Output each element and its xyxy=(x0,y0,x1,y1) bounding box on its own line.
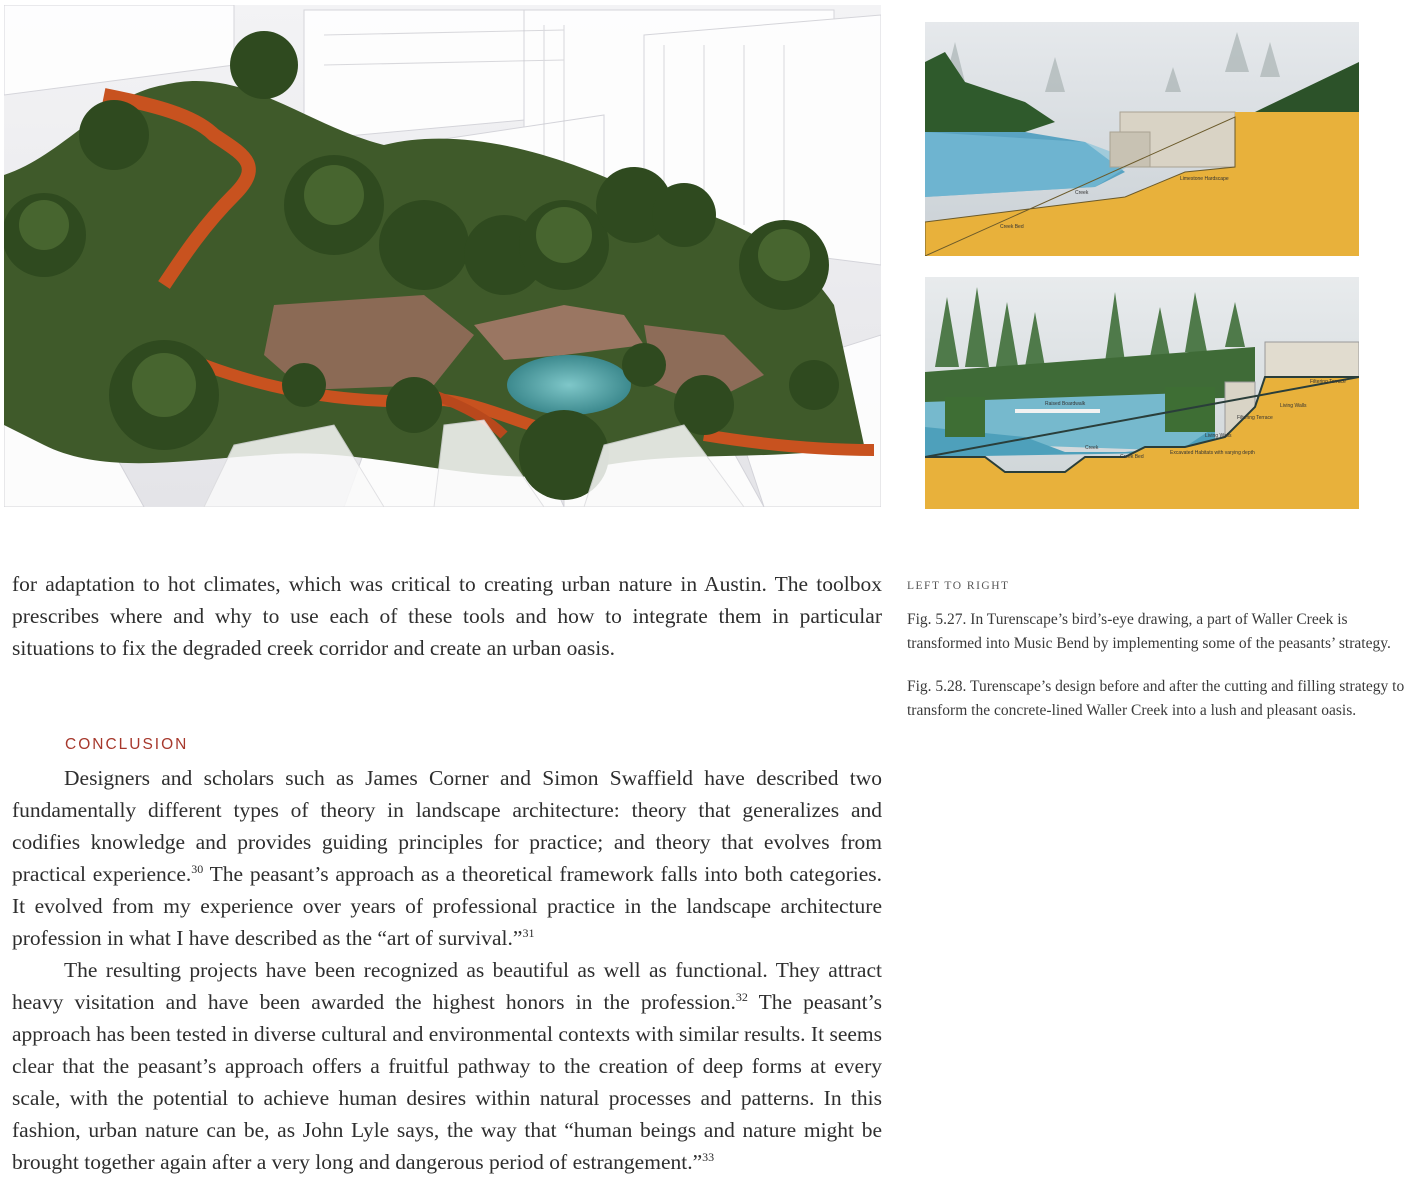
label-living-walls-low: Living Walls xyxy=(1205,433,1232,439)
intro-paragraph: for adaptation to hot climates, which was critical to creating urban nature in Austin. The toolbox prescribes where and why to use each of these tools and how to integrate them in particular situations to fix the degraded creek corridor and create an urban oasis. xyxy=(12,572,882,660)
section-before-figure xyxy=(925,22,1359,256)
figure-captions xyxy=(907,574,1414,742)
caption-label: LEFT TO RIGHT xyxy=(907,580,1010,592)
label-creek-bed: Creek Bed xyxy=(1120,454,1144,460)
conclusion-section xyxy=(12,733,882,1178)
label-filtering-terrace-high: Filtering Terrace xyxy=(1310,379,1346,385)
label-filtering-terrace-low: Filtering Terrace xyxy=(1237,415,1273,421)
aerial-rendering-image xyxy=(4,5,881,507)
section-after-image xyxy=(925,277,1359,509)
conclusion-paragraph-1 xyxy=(12,762,882,954)
para1-text-cont: The peasant’s approach as a theoretical framework falls into both categories. It evolved from my experience over years of professional practice in the landscape architecture profession in what I have described as the “art of survival.” xyxy=(12,862,882,950)
footnote-ref: 33 xyxy=(702,1150,715,1164)
label-limestone: Limestone Hardscape xyxy=(1180,176,1229,182)
intro-text xyxy=(12,568,882,664)
footnote-ref: 30 xyxy=(191,862,204,876)
label-raised-boardwalk: Raised Boardwalk xyxy=(1045,401,1086,407)
section-before-image xyxy=(925,22,1359,256)
conclusion-paragraph-2 xyxy=(12,954,882,1178)
para2-text-cont: The peasant’s approach has been tested in diverse cultural and environmental contexts with similar results. It seems clear that the peasant’s approach offers a fruitful pathway to the creation of deep forms at every scale, with the potential to achieve human desires within natural processes and patterns. In this fashion, urban nature can be, as John Lyle says, the way that “human beings and nature might be brought together again after a very long and dangerous period of estrangement.” xyxy=(12,990,882,1174)
para1-text: Designers and scholars such as James Corner and Simon Swaffield have described two fundamentally different types of theory in landscape architecture: theory that generalizes and codifies knowledge and provides guiding principles for practice; and theory that evolves from practical experience. xyxy=(12,766,882,886)
label-creek: Creek xyxy=(1075,190,1089,196)
footnote-ref: 32 xyxy=(735,990,748,1004)
aerial-rendering-figure xyxy=(4,5,881,507)
caption-fig-5-27: Fig. 5.27. In Turenscape’s bird’s-eye drawing, a part of Waller Creek is transformed into Music Bend by implementing some of the peasants’ strategy. xyxy=(907,610,1391,652)
label-living-walls-high: Living Walls xyxy=(1280,403,1307,409)
caption-fig-5-28: Fig. 5.28. Turenscape’s design before and after the cutting and filling strategy to transform the concrete-lined Waller Creek into a lush and pleasant oasis. xyxy=(907,677,1405,719)
section-heading: CONCLUSION xyxy=(65,736,189,753)
para2-text: The resulting projects have been recognized as beautiful as well as functional. They attract heavy visitation and have been awarded the highest honors in the profession. xyxy=(12,958,882,1014)
section-after-figure xyxy=(925,277,1359,509)
label-excavated-habitats: Excavated Habitats with varying depth xyxy=(1170,450,1255,456)
label-creek-bed: Creek Bed xyxy=(1000,224,1024,230)
label-creek: Creek xyxy=(1085,445,1099,451)
footnote-ref: 31 xyxy=(522,926,535,940)
